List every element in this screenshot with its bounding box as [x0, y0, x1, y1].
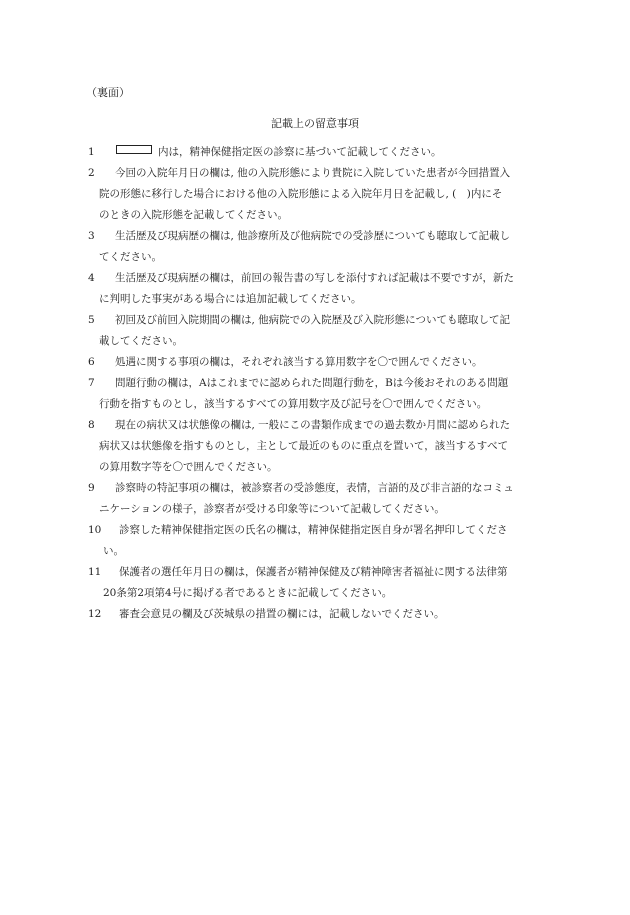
item-line: 審査会意見の欄及び茨城県の措置の欄には，記載しないでください。: [119, 608, 445, 620]
list-item: [88, 142, 556, 163]
item-line: 保護者の選任年月日の欄は，保護者が精神保健及び精神障害者福祉に関する法律第: [119, 566, 508, 578]
item-line: 今回の入院年月日の欄は, 他の入院形態により貴院に入院していた患者が今回措置入: [115, 167, 511, 179]
item-number: 4: [88, 272, 95, 284]
item-line: の算用数字等を〇で囲んでください。: [99, 461, 278, 473]
item-line: のときの入院形態を記載してください。: [99, 209, 288, 221]
item-number: 5: [88, 314, 95, 326]
notes-list: [88, 142, 556, 625]
item-line: 処遇に関する事項の欄は，それぞれ該当する算用数字を〇で囲んでください。: [115, 356, 483, 368]
item-number: 6: [88, 356, 95, 368]
item-line: 行動を指すものとし，該当するすべての算用数字及び記号を〇で囲んでください。: [99, 398, 488, 410]
item-line: 院の形態に移行した場合における他の入院形態による入院年月日を記載し, ( )内にそ: [99, 188, 503, 200]
item-line: 生活歴及び現病歴の欄は, 他診療所及び他病院での受診歴についても聴取して記載し: [115, 230, 510, 242]
list-item: [88, 352, 556, 373]
item-number: 12: [88, 608, 102, 620]
item-number: 7: [88, 377, 95, 389]
item-number: 11: [88, 566, 102, 578]
item-line: 載してください。: [99, 335, 183, 347]
page-label: （裏面）: [86, 86, 130, 99]
page-heading: 記載上の留意事項: [271, 117, 359, 130]
item-line: に判明した事実がある場合には追加記載してください。: [99, 293, 362, 305]
list-item: [88, 163, 556, 226]
list-item: [88, 478, 556, 520]
item-number: 10: [88, 524, 102, 536]
item-line: 生活歴及び現病歴の欄は，前回の報告書の写しを添付すれば記載は不要ですが，新た: [115, 272, 514, 284]
item-line: 現在の病状又は状態像の欄は, 一般にこの書類作成までの過去数か月間に認められた: [115, 419, 511, 431]
item-line: 20条第2項第4号に掲げる者であるときに記載してください。: [103, 587, 393, 599]
item-line: 内は，精神保健指定医の診察に基づいて記載してください。: [158, 146, 442, 158]
item-line: 診察した精神保健指定医の氏名の欄は，精神保健指定医自身が署名押印してくださ: [119, 524, 508, 536]
list-item: [88, 562, 556, 604]
item-line: い。: [103, 545, 124, 557]
item-number: 1: [88, 146, 95, 158]
frame-symbol-icon: [116, 145, 152, 154]
item-number: 3: [88, 230, 95, 242]
item-line: 初回及び前回入院期間の欄は, 他病院での入院歴及び入院形態についても聴取して記: [115, 314, 510, 326]
item-line: 病状又は状態像を指すものとし，主として最近のものに重点を置いて，該当するすべて: [99, 440, 509, 452]
list-item: [88, 604, 556, 625]
item-number: 9: [88, 482, 95, 494]
list-item: [88, 268, 556, 310]
list-item: [88, 310, 556, 352]
item-number: 8: [88, 419, 95, 431]
item-number: 2: [88, 167, 95, 179]
list-item: [88, 520, 556, 562]
item-line: 診察時の特記事項の欄は，被診察者の受診態度，表情，言語的及び非言語的なコミュ: [115, 482, 514, 494]
list-item: [88, 226, 556, 268]
list-item: [88, 373, 556, 415]
list-item: [88, 415, 556, 478]
item-line: ニケーションの様子，診察者が受ける印象等について記載してください。: [99, 503, 445, 515]
item-line: てください。: [99, 251, 162, 263]
item-line: 問題行動の欄は，Aはこれまでに認められた問題行動を，Bは今後おそれのある問題: [115, 377, 509, 389]
